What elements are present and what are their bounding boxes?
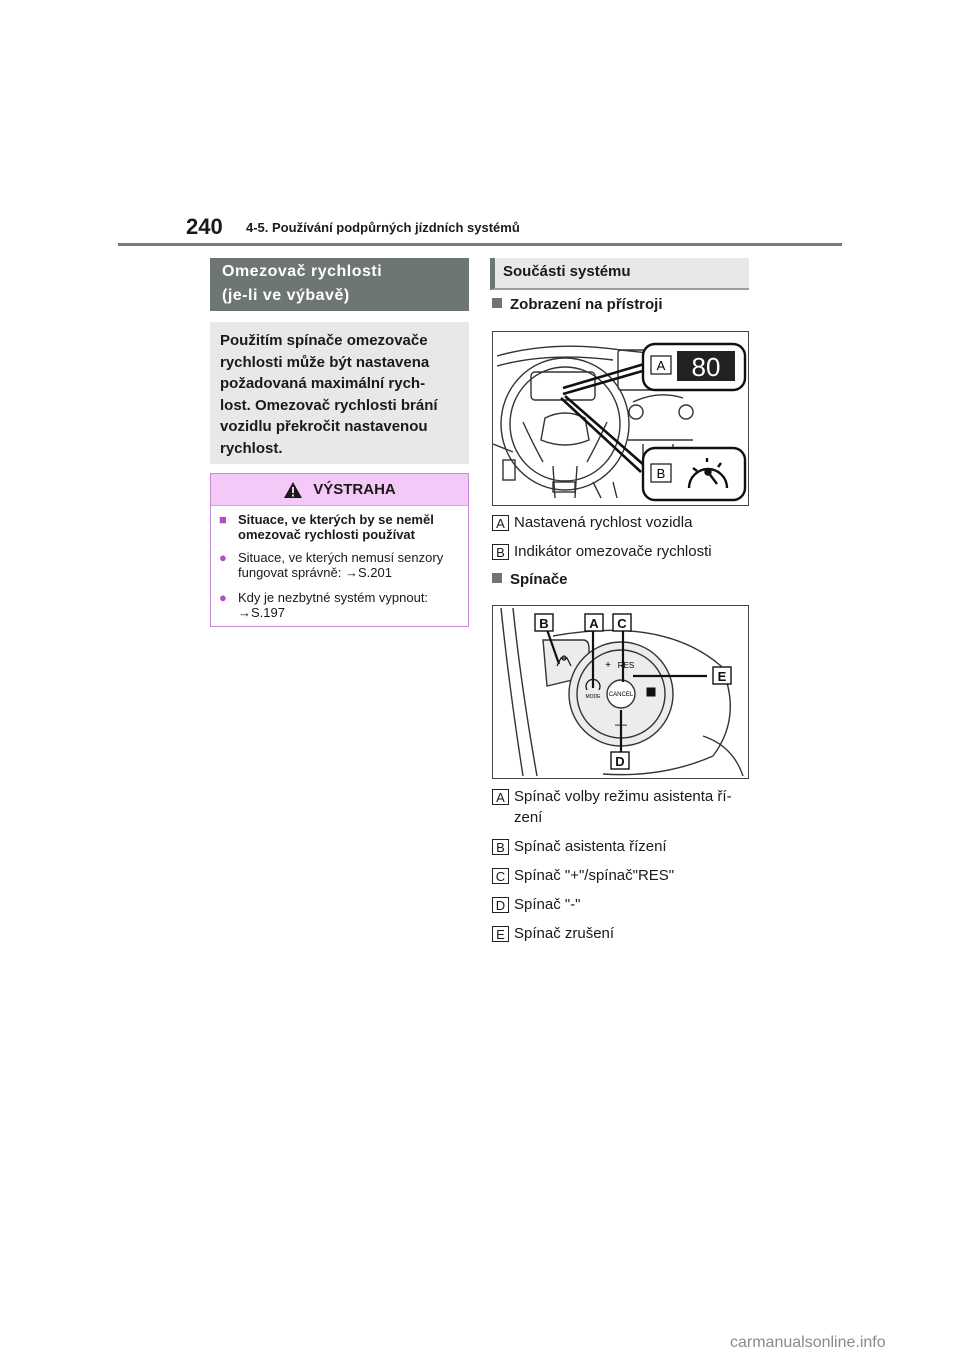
label-box: C: [492, 868, 509, 884]
res-label: RES: [617, 661, 635, 670]
square-bullet-icon: [492, 298, 502, 308]
switch-panel-illustration: [493, 606, 748, 778]
label-box: B: [492, 839, 509, 855]
callout-label-b: B: [656, 466, 666, 481]
callout-label-e: E: [717, 669, 727, 684]
legend-item-c: C Spínač "+"/spínač"RES": [492, 866, 674, 886]
label-box: B: [492, 544, 509, 560]
warning-heading: ■ Situace, ve kterých by se neměl omezovač rychlosti používat: [219, 512, 434, 542]
warning-box: [210, 473, 469, 627]
minus-symbol: —: [615, 717, 627, 731]
warning-item-disable: ● Kdy je nezbytné systém vypnout: →S.197: [219, 590, 429, 620]
section-title-speed-limiter: Omezovač rychlosti (je-li ve výbavě): [210, 258, 469, 311]
figure-instrument-display: [492, 331, 749, 506]
label-box: A: [492, 789, 509, 805]
set-speed-readout: 80: [691, 352, 721, 382]
legend-item-a: A Spínač volby režimu asistenta ří-: [492, 787, 732, 807]
warning-header: [211, 474, 468, 506]
legend-item-d: D Spínač "-": [492, 895, 581, 915]
page-number: 240: [186, 214, 223, 239]
mode-label: MODE: [585, 694, 601, 700]
warning-item-sensors: ● Situace, ve kterých nemusí senzory fungovat správně: →S.201: [219, 550, 444, 580]
legend-item-b: B Indikátor omezovače rychlosti: [492, 542, 712, 562]
circle-bullet-icon: ●: [219, 550, 227, 565]
subheading-display: Zobrazení na přístroji: [492, 296, 663, 313]
callout-label-a: A: [656, 358, 666, 373]
square-bullet-icon: ■: [219, 512, 227, 527]
warning-triangle-icon: [283, 481, 303, 499]
subheading-switches: Spínače: [492, 571, 568, 588]
callout-label-d: D: [615, 754, 625, 769]
legend-item-b: B Spínač asistenta řízení: [492, 837, 667, 857]
circle-bullet-icon: ●: [219, 590, 227, 605]
legend-item-a-continued: zení: [514, 809, 543, 826]
label-box: D: [492, 897, 509, 913]
intro-text: Použitím spínače omezovače rychlosti může být nastavena požadovaná maximální rych- lost. Omezovač rychlosti brání vozidlu překročit nastavenou rychlost.: [210, 322, 469, 464]
callout-label-b: B: [539, 616, 549, 631]
dashboard-illustration: [493, 332, 748, 505]
section-title-components: Součásti systému: [490, 258, 749, 290]
lane-icon: [647, 688, 655, 696]
square-bullet-icon: [492, 573, 502, 583]
legend-item-a: A Nastavená rychlost vozidla: [492, 513, 692, 533]
plus-symbol: +: [605, 660, 611, 671]
watermark: carmanualsonline.info: [730, 1334, 886, 1351]
label-box: E: [492, 926, 509, 942]
chapter-title: 4-5. Používání podpůrných jízdních systémů: [246, 220, 520, 235]
header-divider: [118, 243, 842, 246]
legend-item-e: E Spínač zrušení: [492, 924, 614, 944]
callout-label-c: C: [617, 616, 627, 631]
label-box: A: [492, 515, 509, 531]
figure-steering-switches: [492, 605, 749, 779]
callout-label-a: A: [589, 616, 599, 631]
cancel-label: CANCEL: [608, 692, 634, 698]
warning-title: VÝSTRAHA: [313, 481, 396, 498]
